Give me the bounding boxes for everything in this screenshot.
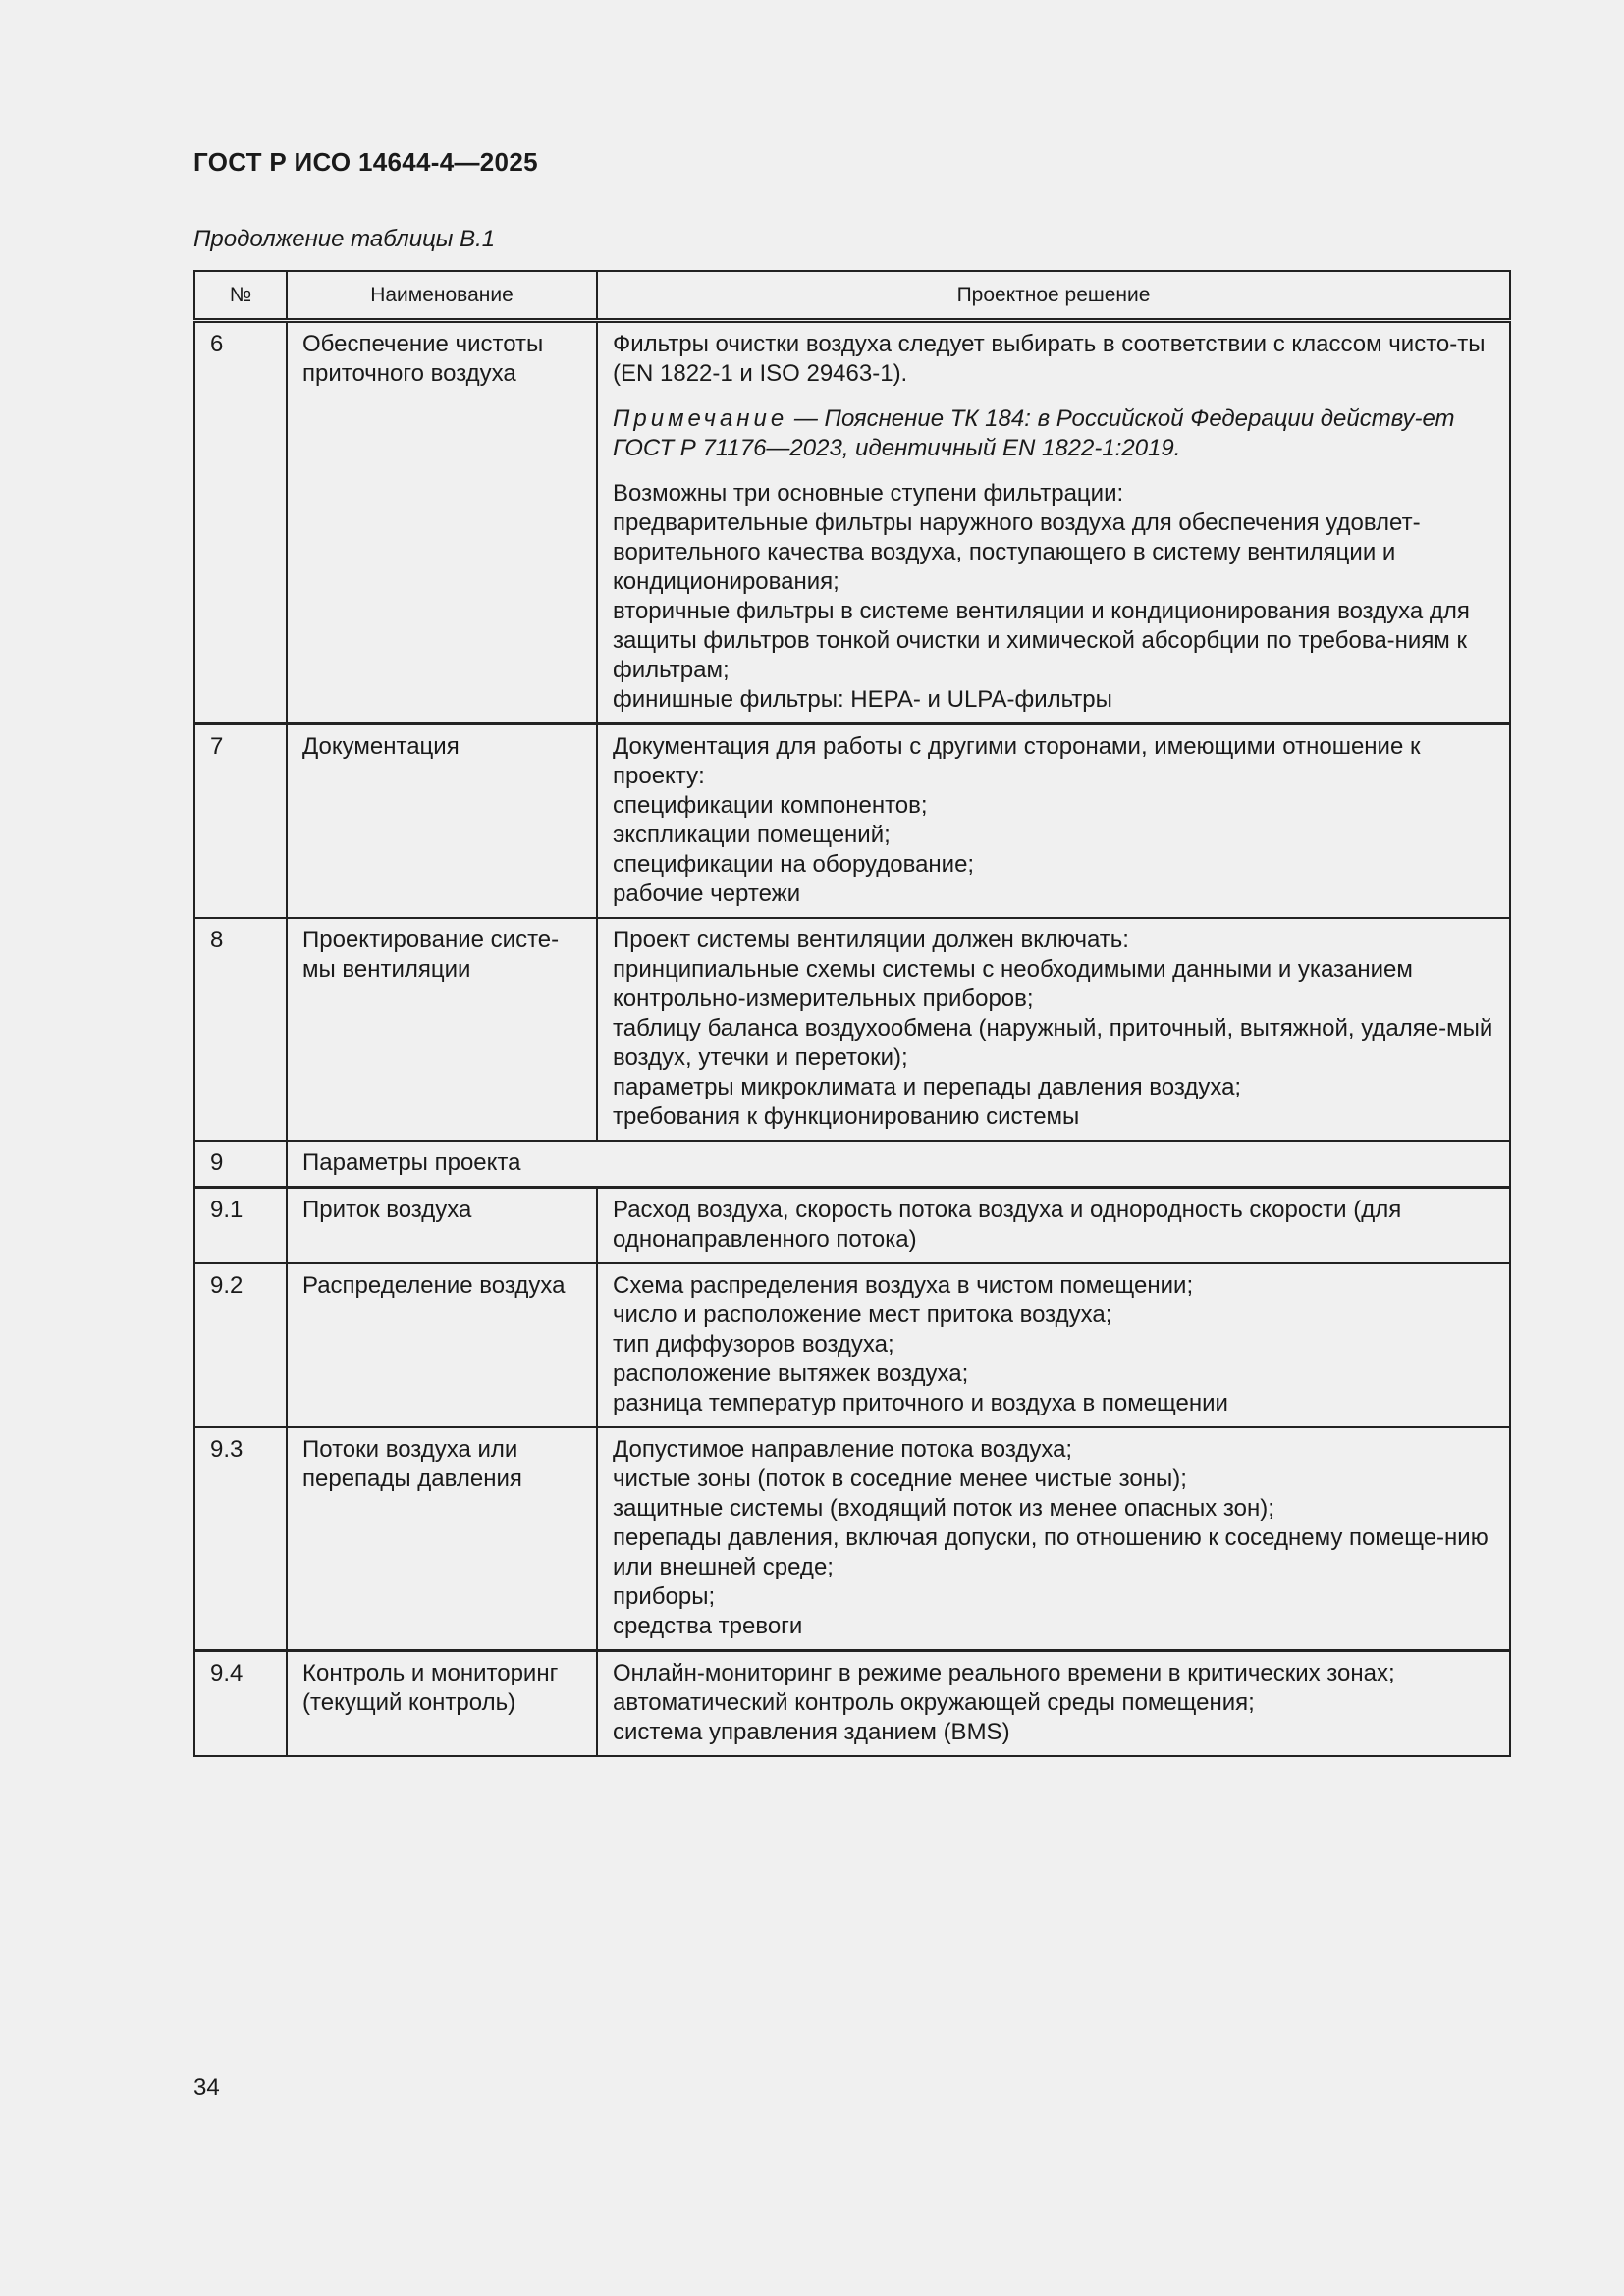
row-number: 9.1	[194, 1188, 287, 1264]
row-solution	[597, 1263, 1510, 1427]
list-item: Онлайн-мониторинг в режиме реального времени в критических зонах;	[613, 1660, 1395, 1686]
list-item: спецификации компонентов;	[613, 792, 928, 819]
row-solution	[597, 321, 1510, 724]
table-row	[194, 1141, 1510, 1188]
list-item: Возможны три основные ступени фильтрации:	[613, 480, 1124, 507]
list-item: принципиальные схемы системы с необходимыми данными и указанием контрольно-измерительных приборов;	[613, 956, 1413, 1012]
table-row	[194, 724, 1510, 919]
row-solution	[597, 1188, 1510, 1264]
row-number: 8	[194, 918, 287, 1141]
list-item: финишные фильтры: HEPA- и ULPA-фильтры	[613, 686, 1112, 713]
table-row	[194, 1427, 1510, 1651]
table-row	[194, 918, 1510, 1141]
table-row	[194, 1651, 1510, 1757]
list-item: экспликации помещений;	[613, 822, 891, 848]
list-item: чистые зоны (поток в соседние менее чистые зоны);	[613, 1466, 1187, 1492]
row-name: Распределение воздуха	[287, 1263, 597, 1427]
list-item: защитные системы (входящий поток из менее опасных зон);	[613, 1495, 1274, 1522]
list-item: рабочие чертежи	[613, 881, 801, 907]
table-row	[194, 1263, 1510, 1427]
table-header-row	[194, 271, 1510, 321]
list-item: параметры микроклимата и перепады давления воздуха;	[613, 1074, 1242, 1100]
list-item: средства тревоги	[613, 1613, 803, 1639]
list-item: вторичные фильтры в системе вентиляции и кондиционирования воздуха для защиты фильтров тонкой очистки и химической абсорбции по требова-ниям к фильтрам;	[613, 598, 1470, 683]
row-name: Контроль и мониторинг (текущий контроль)	[287, 1651, 597, 1757]
row-number: 9.4	[194, 1651, 287, 1757]
row-name: Обеспечение чистоты приточного воздуха	[287, 321, 597, 724]
document-title: ГОСТ Р ИСО 14644-4—2025	[193, 147, 538, 177]
row-solution	[597, 1651, 1510, 1757]
row-number: 9.3	[194, 1427, 287, 1651]
list-item: таблицу баланса воздухообмена (наружный, приточный, вытяжной, удаляе-мый воздух, утечки и перетоки);	[613, 1015, 1493, 1071]
list-item: Расход воздуха, скорость потока воздуха и однородность скорости (для однонаправленного потока)	[613, 1197, 1402, 1253]
solution-paragraph: Фильтры очистки воздуха следует выбирать в соответствии с классом чисто-ты (EN 1822-1 и ISO 29463-1).	[613, 331, 1486, 387]
row-name: Проектирование систе-мы вентиляции	[287, 918, 597, 1141]
list-item: требования к функционированию системы	[613, 1103, 1080, 1130]
row-name: Приток воздуха	[287, 1188, 597, 1264]
table-row	[194, 321, 1510, 724]
row-number: 6	[194, 321, 287, 724]
page-number: 34	[193, 2074, 220, 2101]
list-item: Документация для работы с другими сторонами, имеющими отношение к проекту:	[613, 733, 1421, 789]
requirements-table	[193, 270, 1511, 1757]
list-item: Проект системы вентиляции должен включать:	[613, 927, 1129, 953]
row-name: Параметры проекта	[287, 1141, 1510, 1188]
note-label: Примечание	[613, 405, 788, 432]
list-item: расположение вытяжек воздуха;	[613, 1361, 969, 1387]
row-number: 7	[194, 724, 287, 919]
list-item: Схема распределения воздуха в чистом помещении;	[613, 1272, 1194, 1299]
row-name: Потоки воздуха или перепады давления	[287, 1427, 597, 1651]
row-number: 9.2	[194, 1263, 287, 1427]
row-solution	[597, 918, 1510, 1141]
list-item: число и расположение мест притока воздуха;	[613, 1302, 1112, 1328]
note-paragraph	[613, 404, 1495, 463]
row-solution	[597, 724, 1510, 919]
list-item: система управления зданием (BMS)	[613, 1719, 1010, 1745]
list-item: разница температур приточного и воздуха в помещении	[613, 1390, 1228, 1416]
row-name: Документация	[287, 724, 597, 919]
table-caption: Продолжение таблицы В.1	[193, 226, 496, 252]
column-header-number: №	[194, 271, 287, 321]
list-item: перепады давления, включая допуски, по отношению к соседнему помеще-нию или внешней среде;	[613, 1524, 1489, 1580]
solution-list	[613, 479, 1495, 715]
list-item: спецификации на оборудование;	[613, 851, 975, 878]
column-header-solution: Проектное решение	[597, 271, 1510, 321]
row-solution	[597, 1427, 1510, 1651]
column-header-name: Наименование	[287, 271, 597, 321]
list-item: приборы;	[613, 1583, 716, 1610]
row-number: 9	[194, 1141, 287, 1188]
table-row	[194, 1188, 1510, 1264]
note-text: — Пояснение ТК 184: в Российской Федерации действу-ет ГОСТ Р 71176—2023, идентичный EN 1822-1:2019.	[613, 405, 1455, 461]
list-item: Допустимое направление потока воздуха;	[613, 1436, 1073, 1463]
list-item: тип диффузоров воздуха;	[613, 1331, 894, 1358]
list-item: автоматический контроль окружающей среды помещения;	[613, 1689, 1255, 1716]
list-item: предварительные фильтры наружного воздуха для обеспечения удовлет-ворительного качества воздуха, поступающего в систему вентиляции и кондиционирования;	[613, 509, 1421, 595]
